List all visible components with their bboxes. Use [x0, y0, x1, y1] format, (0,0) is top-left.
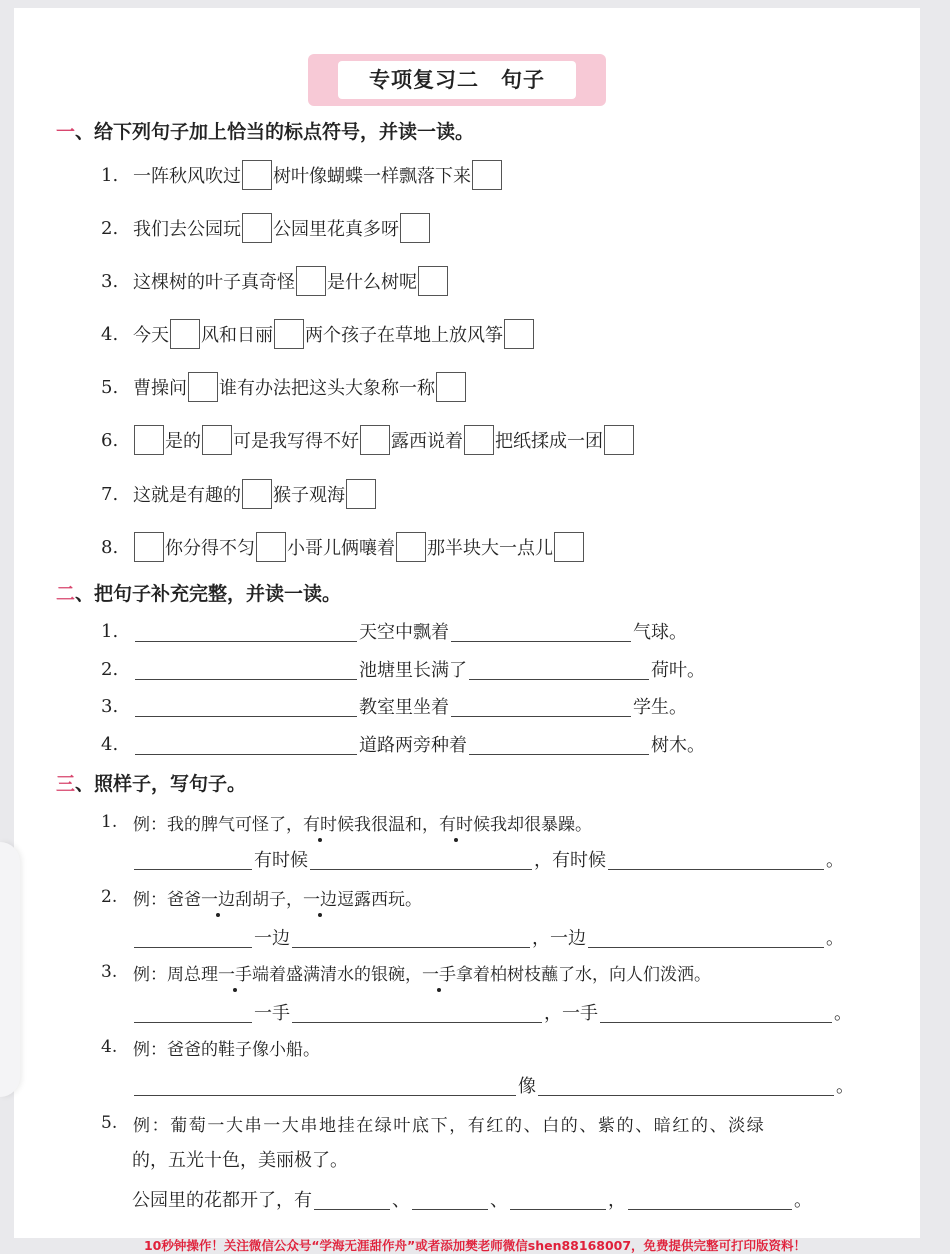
punctuation-box[interactable]: [464, 425, 494, 455]
sentence-fragment: 这棵树的叶子真奇怪: [133, 272, 295, 293]
blank-input[interactable]: [135, 734, 357, 755]
example-3: 3. 例：周总理 一手 端着盛满清水的银碗， 一手 拿着柏树枝蘸了水，向人们泼洒。: [101, 955, 711, 989]
page-title: 专项复习二 句子: [338, 61, 576, 99]
blank-input[interactable]: [134, 1075, 516, 1096]
blank-input[interactable]: [134, 1002, 252, 1023]
fill-sentence-item: 4. 道路两旁种着 树木。: [101, 733, 705, 756]
blank-input[interactable]: [314, 1189, 390, 1210]
emphasis-word: 一手: [422, 960, 456, 985]
title-banner: [308, 54, 606, 106]
example-5: 5. 例：葡萄一大串一大串地挂在绿叶底下，有红的、白的、紫的、暗红的、淡绿: [101, 1113, 766, 1136]
punctuation-box[interactable]: [188, 372, 218, 402]
sentence-fragment: 那半块大一点儿: [427, 538, 553, 559]
punctuation-box[interactable]: [604, 425, 634, 455]
blank-input[interactable]: [292, 927, 530, 948]
blank-input[interactable]: [134, 849, 252, 870]
section-3-number: 三: [56, 773, 76, 795]
blank-input[interactable]: [588, 927, 824, 948]
answer-line-2: 一边 ，一边 。: [132, 920, 844, 954]
blank-input[interactable]: [451, 621, 631, 642]
sentence-fragment: 树叶像蝴蝶一样飘落下来: [273, 166, 471, 187]
sentence-fragment: 风和日丽: [201, 325, 273, 346]
punctuation-item: 2. 我们去公园玩 公园里花真多呀: [101, 211, 431, 245]
punctuation-box[interactable]: [134, 532, 164, 562]
blank-input[interactable]: [292, 1002, 542, 1023]
punctuation-box[interactable]: [400, 213, 430, 243]
section-1-heading: [56, 118, 474, 146]
section-2-number: 二: [56, 583, 76, 605]
emphasis-word: 一边: [303, 885, 337, 910]
section-1-title: 、给下列句子加上恰当的标点符号，并读一读。: [75, 121, 475, 143]
punctuation-item: 8. 你分得不匀 小哥儿俩嚷着 那半块大一点儿: [101, 530, 585, 564]
sentence-fragment: 是的: [165, 431, 201, 452]
sentence-fragment: 公园里花真多呀: [273, 219, 399, 240]
blank-input[interactable]: [135, 696, 357, 717]
blank-input[interactable]: [538, 1075, 834, 1096]
fill-sentence-item: 2. 池塘里长满了 荷叶。: [101, 658, 705, 681]
blank-input[interactable]: [135, 659, 357, 680]
punctuation-box[interactable]: [242, 213, 272, 243]
punctuation-box[interactable]: [472, 160, 502, 190]
punctuation-box[interactable]: [274, 319, 304, 349]
punctuation-box[interactable]: [418, 266, 448, 296]
blank-input[interactable]: [469, 734, 649, 755]
sentence-fragment: 一阵秋风吹过: [133, 166, 241, 187]
footer-banner: 10秒钟操作！关注微信公众号“学海无涯甜作舟”或者添加樊老师微信shen88168007，免费提供完整可打印版资料！: [143, 1238, 807, 1253]
punctuation-item: 4. 今天 风和日丽 两个孩子在草地上放风筝: [101, 317, 535, 351]
example-1: 1. 例：我的脾气可怪了， 有时 候我很温和， 有时 候我却很暴躁。: [101, 805, 592, 839]
blank-input[interactable]: [469, 659, 649, 680]
emphasis-word: 有时: [439, 810, 473, 835]
blank-input[interactable]: [310, 849, 532, 870]
punctuation-box[interactable]: [134, 425, 164, 455]
punctuation-box[interactable]: [202, 425, 232, 455]
punctuation-box[interactable]: [554, 532, 584, 562]
sentence-fragment: 露西说着: [391, 431, 463, 452]
emphasis-word: 一手: [218, 960, 252, 985]
sentence-fragment: 这就是有趣的: [133, 485, 241, 506]
sentence-fragment: 今天: [133, 325, 169, 346]
sentence-fragment: 两个孩子在草地上放风筝: [305, 325, 503, 346]
section-2-title: 、把句子补充完整，并读一读。: [75, 583, 342, 605]
blank-input[interactable]: [412, 1189, 488, 1210]
punctuation-box[interactable]: [396, 532, 426, 562]
punctuation-box[interactable]: [436, 372, 466, 402]
emphasis-word: 一边: [201, 885, 235, 910]
blank-input[interactable]: [608, 849, 824, 870]
punctuation-item: 5. 曹操问 谁有办法把这头大象称一称: [101, 370, 467, 404]
blank-input[interactable]: [628, 1189, 792, 1210]
example-5-continued: 的，五光十色，美丽极了。: [132, 1150, 348, 1171]
punctuation-box[interactable]: [242, 160, 272, 190]
punctuation-box[interactable]: [360, 425, 390, 455]
section-1-number: 一: [56, 121, 76, 143]
punctuation-box[interactable]: [170, 319, 200, 349]
punctuation-box[interactable]: [242, 479, 272, 509]
answer-line-3: 一手 ，一手 。: [132, 995, 852, 1029]
emphasis-word: 有时: [303, 810, 337, 835]
section-3-heading: [56, 770, 246, 798]
blank-input[interactable]: [510, 1189, 606, 1210]
fill-sentence-item: 1. 天空中飘着 气球。: [101, 620, 687, 643]
punctuation-item: 3. 这棵树的叶子真奇怪 是什么树呢: [101, 264, 449, 298]
punctuation-item: 6. 是的 可是我写得不好 露西说着 把纸揉成一团: [101, 423, 635, 457]
blank-input[interactable]: [451, 696, 631, 717]
answer-line-4: 像 。: [132, 1068, 854, 1102]
sentence-fragment: 小哥儿俩嚷着: [287, 538, 395, 559]
punctuation-box[interactable]: [296, 266, 326, 296]
punctuation-item: 1. 一阵秋风吹过 树叶像蝴蝶一样飘落下来: [101, 158, 503, 192]
example-2: 2. 例：爸爸 一边 刮胡子， 一边 逗露西玩。: [101, 880, 422, 914]
section-3-title: 、照样子，写句子。: [75, 773, 247, 795]
sentence-fragment: 谁有办法把这头大象称一称: [219, 378, 435, 399]
punctuation-item: 7. 这就是有趣的 猴子观海: [101, 477, 377, 511]
sentence-fragment: 可是我写得不好: [233, 431, 359, 452]
example-4: 4. 例：爸爸的鞋子像小船。: [101, 1037, 320, 1060]
side-drawer-handle[interactable]: [0, 842, 20, 1097]
punctuation-box[interactable]: [346, 479, 376, 509]
sentence-fragment: 你分得不匀: [165, 538, 255, 559]
answer-line-5: 公园里的花都开了，有 、 、 ， 。: [132, 1190, 812, 1211]
sentence-fragment: 曹操问: [133, 378, 187, 399]
blank-input[interactable]: [134, 927, 252, 948]
punctuation-box[interactable]: [504, 319, 534, 349]
blank-input[interactable]: [600, 1002, 832, 1023]
fill-sentence-item: 3. 教室里坐着 学生。: [101, 695, 687, 718]
sentence-fragment: 猴子观海: [273, 485, 345, 506]
punctuation-box[interactable]: [256, 532, 286, 562]
blank-input[interactable]: [135, 621, 357, 642]
sentence-fragment: 把纸揉成一团: [495, 431, 603, 452]
sentence-fragment: 我们去公园玩: [133, 219, 241, 240]
section-2-heading: [56, 580, 341, 608]
sentence-fragment: 是什么树呢: [327, 272, 417, 293]
answer-line-1: 有时候 ，有时候 。: [132, 842, 844, 876]
